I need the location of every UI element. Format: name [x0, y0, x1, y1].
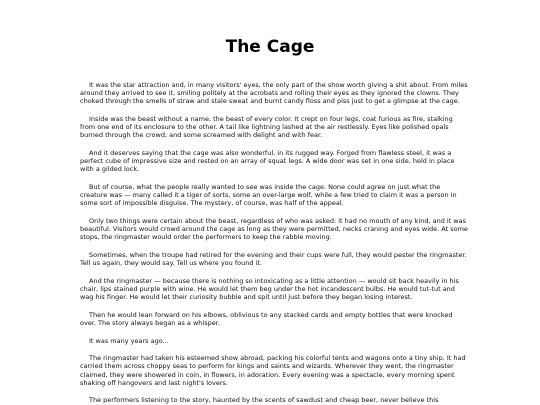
paragraph: And the ringmaster — because there is nothing so intoxicating as a little attention — would sit back heavily in his chair, lips stained purple with wine. He would let them beg under the hot incandescent bulbs. He would tut-tut and wag his finger. He would let their curiosity bubble and spit until just before they began losing interest. — [80, 276, 459, 302]
paragraph: Sometimes, when the troupe had retired for the evening and their cups were full, they would pester the ringmaster. Tell us again, they would say. Tell us where you found it. — [80, 251, 467, 268]
paragraph: It was the star attraction and, in many visitors' eyes, the only part of the show worth giving a shit about. From miles around they arrived to see it, smiling politely at the acrobats and rolling their eyes as they ignored the clowns. They choked through the smells of straw and stale sweat and burnt candy floss and piss just to get a glimpse at the cage. — [80, 81, 468, 106]
paragraph: Only two things were certain about the beast, regardless of who was asked: it had no mouth of any kind, and it was beautiful. Visitors would crowd around the cage as long as they were permitted, necks craning and eyes wide. At some stops, the ringmaster would order the performers to keep the rabble moving. — [80, 217, 468, 242]
paragraph: Then he would lean forward on his elbows, oblivious to any stacked cards and empty bottles that were knocked over. The story always began as a whisper. — [80, 310, 453, 327]
paragraph: It was many years ago... — [89, 336, 169, 345]
paragraph: The ringmaster had taken his esteemed show abroad, packing his colorful tents and wagons onto a tiny ship. It had carried them across choppy seas to perform for kings and saints and wizards. Wherever they went, the ringmaster claimed, they were showered in coin, in flowers, in adoration. Every evening was a spectacle, every morning spent shaking off hangovers and last night's lovers. — [80, 354, 466, 387]
paragraph: The performers listening to the story, haunted by the scents of sawdust and cheap beer, never believe this — [89, 396, 439, 405]
story-body — [80, 81, 468, 405]
paragraph: But of course, what the people really wanted to see was inside the cage. None could agree on just what the creature was — many called it a tiger of sorts, some an over-large wolf, while a few tried to claim it was a person in some sort of impossible disguise. The mystery, of course, was half of the appeal. — [80, 183, 457, 208]
page-title: The Cage — [225, 37, 315, 57]
paragraph: And it deserves saying that the cage was also wonderful, in its rugged way. Forged from flawless steel, it was a perfect cube of impressive size and rested on an array of squat legs. A wide door was set in one side, held in place with a gilded lock. — [80, 149, 455, 174]
paragraph: Inside was the beast without a name, the beast of every color. It crept on four legs, coat furious as fire, stalking from one end of its enclosure to the other. A tail like lightning lashed at the air restlessly. Eyes like polished opals burned through the crowd, and some screamed with delight and with fear. — [80, 115, 453, 140]
